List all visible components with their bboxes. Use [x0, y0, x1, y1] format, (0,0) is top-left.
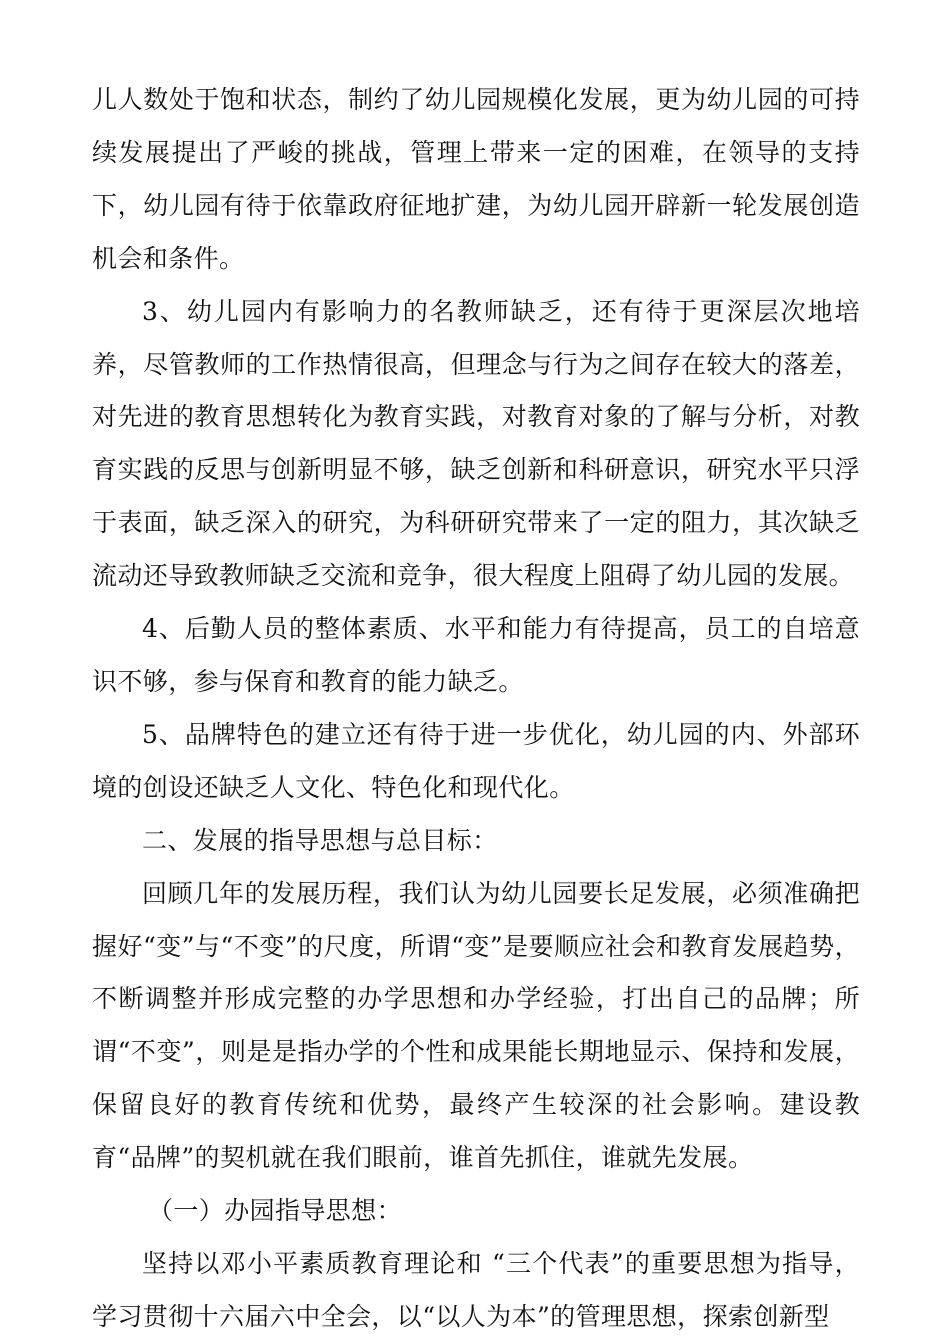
subsection-heading: （一）办园指导思想：: [148, 1196, 403, 1226]
document-body: [92, 74, 860, 1344]
paragraph-guiding-thought: 坚持以邓小平素质教育理论和 “三个代表”的重要思想为指导，学习贯彻十六届六中全会，以“以人为本”的管理思想，探索创新型: [92, 1248, 860, 1331]
paragraph-review: 回顾几年的发展历程，我们认为幼儿园要长足发展，必须准确把握好“变”与“不变”的尺度，所谓“变”是要顺应社会和教育发展趋势，不断调整并形成完整的办学思想和办学经验，打出自己的品牌；所谓“不变”，则是是指办学的个性和成果能长期地显示、保持和发展，保留良好的教育传统和优势，最终产生较深的社会影响。建设教育“品牌”的契机就在我们眼前，谁首先抓住，谁就先发展。: [92, 878, 860, 1173]
paragraph-item-5: 5、品牌特色的建立还有待于进一步优化，幼儿园的内、外部环境的创设还缺乏人文化、特色化和现代化。: [92, 719, 860, 802]
paragraph-continuation: 儿人数处于饱和状态，制约了幼儿园规模化发展，更为幼儿园的可持续发展提出了严峻的挑战，管理上带来一定的困难，在领导的支持下，幼儿园有待于依靠政府征地扩建，为幼儿园开辟新一轮发展创造机会和条件。: [92, 85, 860, 273]
paragraph-item-4: 4、后勤人员的整体素质、水平和能力有待提高，员工的自培意识不够，参与保育和教育的能力缺乏。: [92, 614, 860, 696]
paragraph-item-3: 3、幼儿园内有影响力的名教师缺乏，还有待于更深层次地培养，尽管教师的工作热情很高，但理念与行为之间存在较大的落差，对先进的教育思想转化为教育实践，对教育对象的了解与分析，对教育实践的反思与创新明显不够，缺乏创新和科研意识，研究水平只浮于表面，缺乏深入的研究，为科研研究带来了一定的阻力，其次缺乏流动还导致教师缺乏交流和竞争，很大程度上阻碍了幼儿园的发展。: [92, 296, 860, 591]
section-heading: 二、发展的指导思想与总目标：: [142, 825, 498, 855]
